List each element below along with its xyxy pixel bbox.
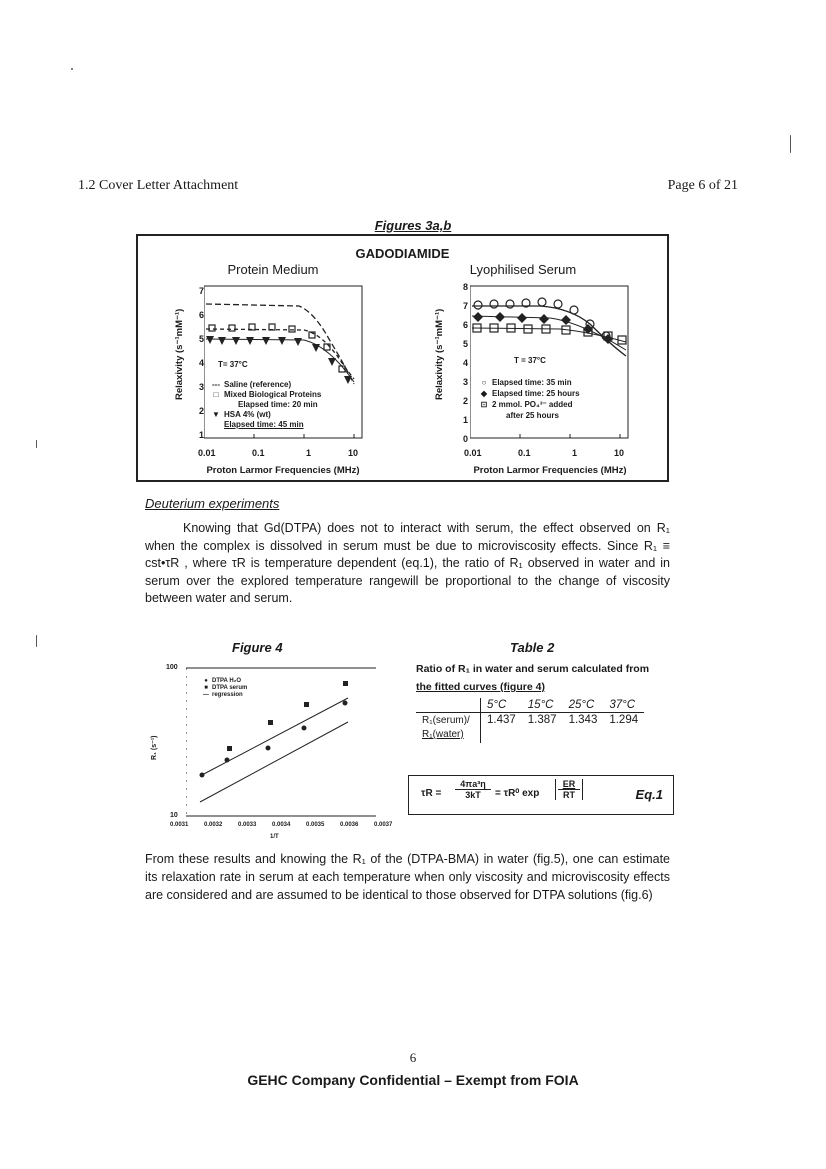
table2-caption: Table 2 (510, 640, 555, 655)
left-panel-legend (208, 380, 321, 430)
figure4-legend (200, 678, 247, 699)
ytick: 7 (462, 301, 468, 311)
xtick: 0.0037 (374, 822, 393, 828)
ytick: 1 (462, 415, 468, 425)
scan-speck (36, 635, 37, 647)
table-corner-cell (416, 698, 481, 713)
equation-mid: = τR⁰ exp (495, 788, 540, 799)
legend-item: ○ Elapsed time: 35 min (481, 378, 572, 387)
right-panel-xlabel: Proton Larmor Frequencies (MHz) (473, 465, 627, 476)
ytick: 5 (462, 339, 468, 349)
figure3-caption: Figures 3a,b (374, 218, 452, 233)
xtick: 0.1 (252, 448, 265, 458)
deuterium-paragraph (145, 520, 670, 608)
table2-desc-line: Ratio of R₁ in water and serum calculated from (416, 663, 650, 675)
table-cell: 1.343 (568, 714, 598, 726)
legend-item: ● DTPA H₂O (204, 678, 241, 684)
xtick: 0.01 (198, 448, 216, 458)
figure3-frame (136, 234, 669, 482)
figure4-xlabel: 1/T (270, 834, 279, 840)
deuterium-heading: Deuterium experiments (145, 496, 280, 511)
table2-description (416, 660, 676, 696)
legend-item: --- Saline (reference) (212, 380, 292, 389)
scan-speck (36, 440, 37, 448)
figure4-ytick: 10 (170, 812, 178, 819)
xtick: 10 (348, 448, 359, 458)
legend-item: ■ DTPA serum (204, 685, 248, 691)
figure4-caption: Figure 4 (232, 640, 283, 655)
left-panel-temp: T= 37°C (218, 360, 248, 369)
xtick: 1 (572, 448, 578, 458)
table-header-cell: 25°C (563, 698, 604, 713)
left-panel-ylabel: Relaxivity (s⁻¹mM⁻¹) (174, 308, 185, 400)
ytick: 8 (462, 282, 468, 292)
header-section-title: 1.2 Cover Letter Attachment (78, 178, 239, 193)
table-header-cell: 5°C (481, 698, 522, 713)
ytick: 6 (462, 320, 468, 330)
legend-item: ⊡ 2 mmol. PO₄³⁻ added (480, 400, 573, 409)
header-page-indicator: Page 6 of 21 (667, 178, 738, 193)
scan-speck (71, 68, 73, 70)
xtick: 0.0035 (306, 822, 325, 828)
table-header-cell: 15°C (522, 698, 563, 713)
right-panel-ylabel: Relaxivity (s⁻¹mM⁻¹) (434, 308, 445, 400)
table2-desc-line: the fitted curves (figure 4) (416, 681, 545, 693)
legend-item: — regression (203, 692, 243, 698)
legend-item: ◆ Elapsed time: 25 hours (480, 389, 580, 398)
ytick: 5 (198, 334, 204, 344)
ytick: 1 (198, 430, 204, 440)
xtick: 0.1 (518, 448, 531, 458)
right-panel-temp: T = 37°C (514, 356, 546, 365)
legend-item: ▼ HSA 4% (wt) (212, 410, 271, 419)
xtick: 0.0033 (238, 822, 257, 828)
ytick: 2 (198, 406, 204, 416)
conclusion-paragraph: From these results and knowing the R₁ of the (DTPA-BMA) in water (fig.5), one can estimate its relaxation rate in serum at each temperature when only viscosity and microviscosity effects are considered and are assumed to be identical to those observed for DTPA solutions (fig.6) (145, 852, 670, 902)
equation-fraction: 4πa³η 3kT (455, 779, 491, 800)
legend-item: Elapsed time: 45 min (224, 420, 304, 429)
table-header-cell: 37°C (603, 698, 644, 713)
ytick: 2 (462, 396, 468, 406)
table-row-label: R₁(serum)/ R₁(water) (416, 713, 481, 744)
page-number: 6 (409, 1050, 417, 1065)
confidential-footer: GEHC Company Confidential – Exempt from FOIA (247, 1072, 579, 1088)
figure3-title: GADODIAMIDE (355, 246, 450, 261)
legend-item: after 25 hours (506, 411, 559, 420)
equation-lhs: τR = (421, 788, 442, 799)
table-row (416, 713, 644, 744)
ytick: 7 (198, 286, 204, 296)
figure4-ylabel: R₁ (s⁻¹) (151, 735, 158, 760)
ytick: 4 (198, 358, 204, 368)
legend-item: Elapsed time: 20 min (238, 400, 318, 409)
xtick: 0.0032 (204, 822, 223, 828)
equation-box (408, 775, 674, 815)
ytick: 0 (462, 434, 468, 444)
right-panel-title: Lyophilised Serum (469, 262, 577, 277)
table-cell: 1.387 (527, 714, 557, 726)
xtick: 0.01 (464, 448, 482, 458)
left-panel-xlabel: Proton Larmor Frequencies (MHz) (206, 465, 360, 476)
xtick: 0.0031 (170, 822, 189, 828)
scan-speck (790, 135, 791, 153)
xtick: 10 (614, 448, 625, 458)
xtick: 0.0034 (272, 822, 291, 828)
equation-exponent: ER RT (555, 779, 583, 800)
right-panel-legend (476, 377, 580, 421)
equation-label: Eq.1 (635, 787, 663, 802)
xtick: 0.0036 (340, 822, 359, 828)
xtick: 1 (306, 448, 312, 458)
ytick: 3 (198, 382, 204, 392)
left-panel-title: Protein Medium (227, 262, 319, 277)
figure4-ytick: 100 (166, 664, 178, 671)
ytick: 6 (198, 310, 204, 320)
table-cell: 1.294 (609, 714, 639, 726)
deuterium-text: Knowing that Gd(DTPA) does not to interact with serum, the effect observed on R₁ when the complex is dissolved in serum must be due to microviscosity effects. Since R₁ ≡ cst•τR , where τR is temperature dependent (eq.1), the ratio of R₁ observed in water and in serum over the explored temperature rangewill be proportional to the change of viscosity between water and serum. (145, 521, 670, 605)
ytick: 3 (462, 377, 468, 387)
table-header-row (416, 698, 644, 713)
table2 (416, 698, 644, 743)
table-cell: 1.437 (487, 714, 516, 726)
ytick: 4 (462, 358, 468, 368)
legend-item: □ Mixed Biological Proteins (213, 390, 322, 399)
